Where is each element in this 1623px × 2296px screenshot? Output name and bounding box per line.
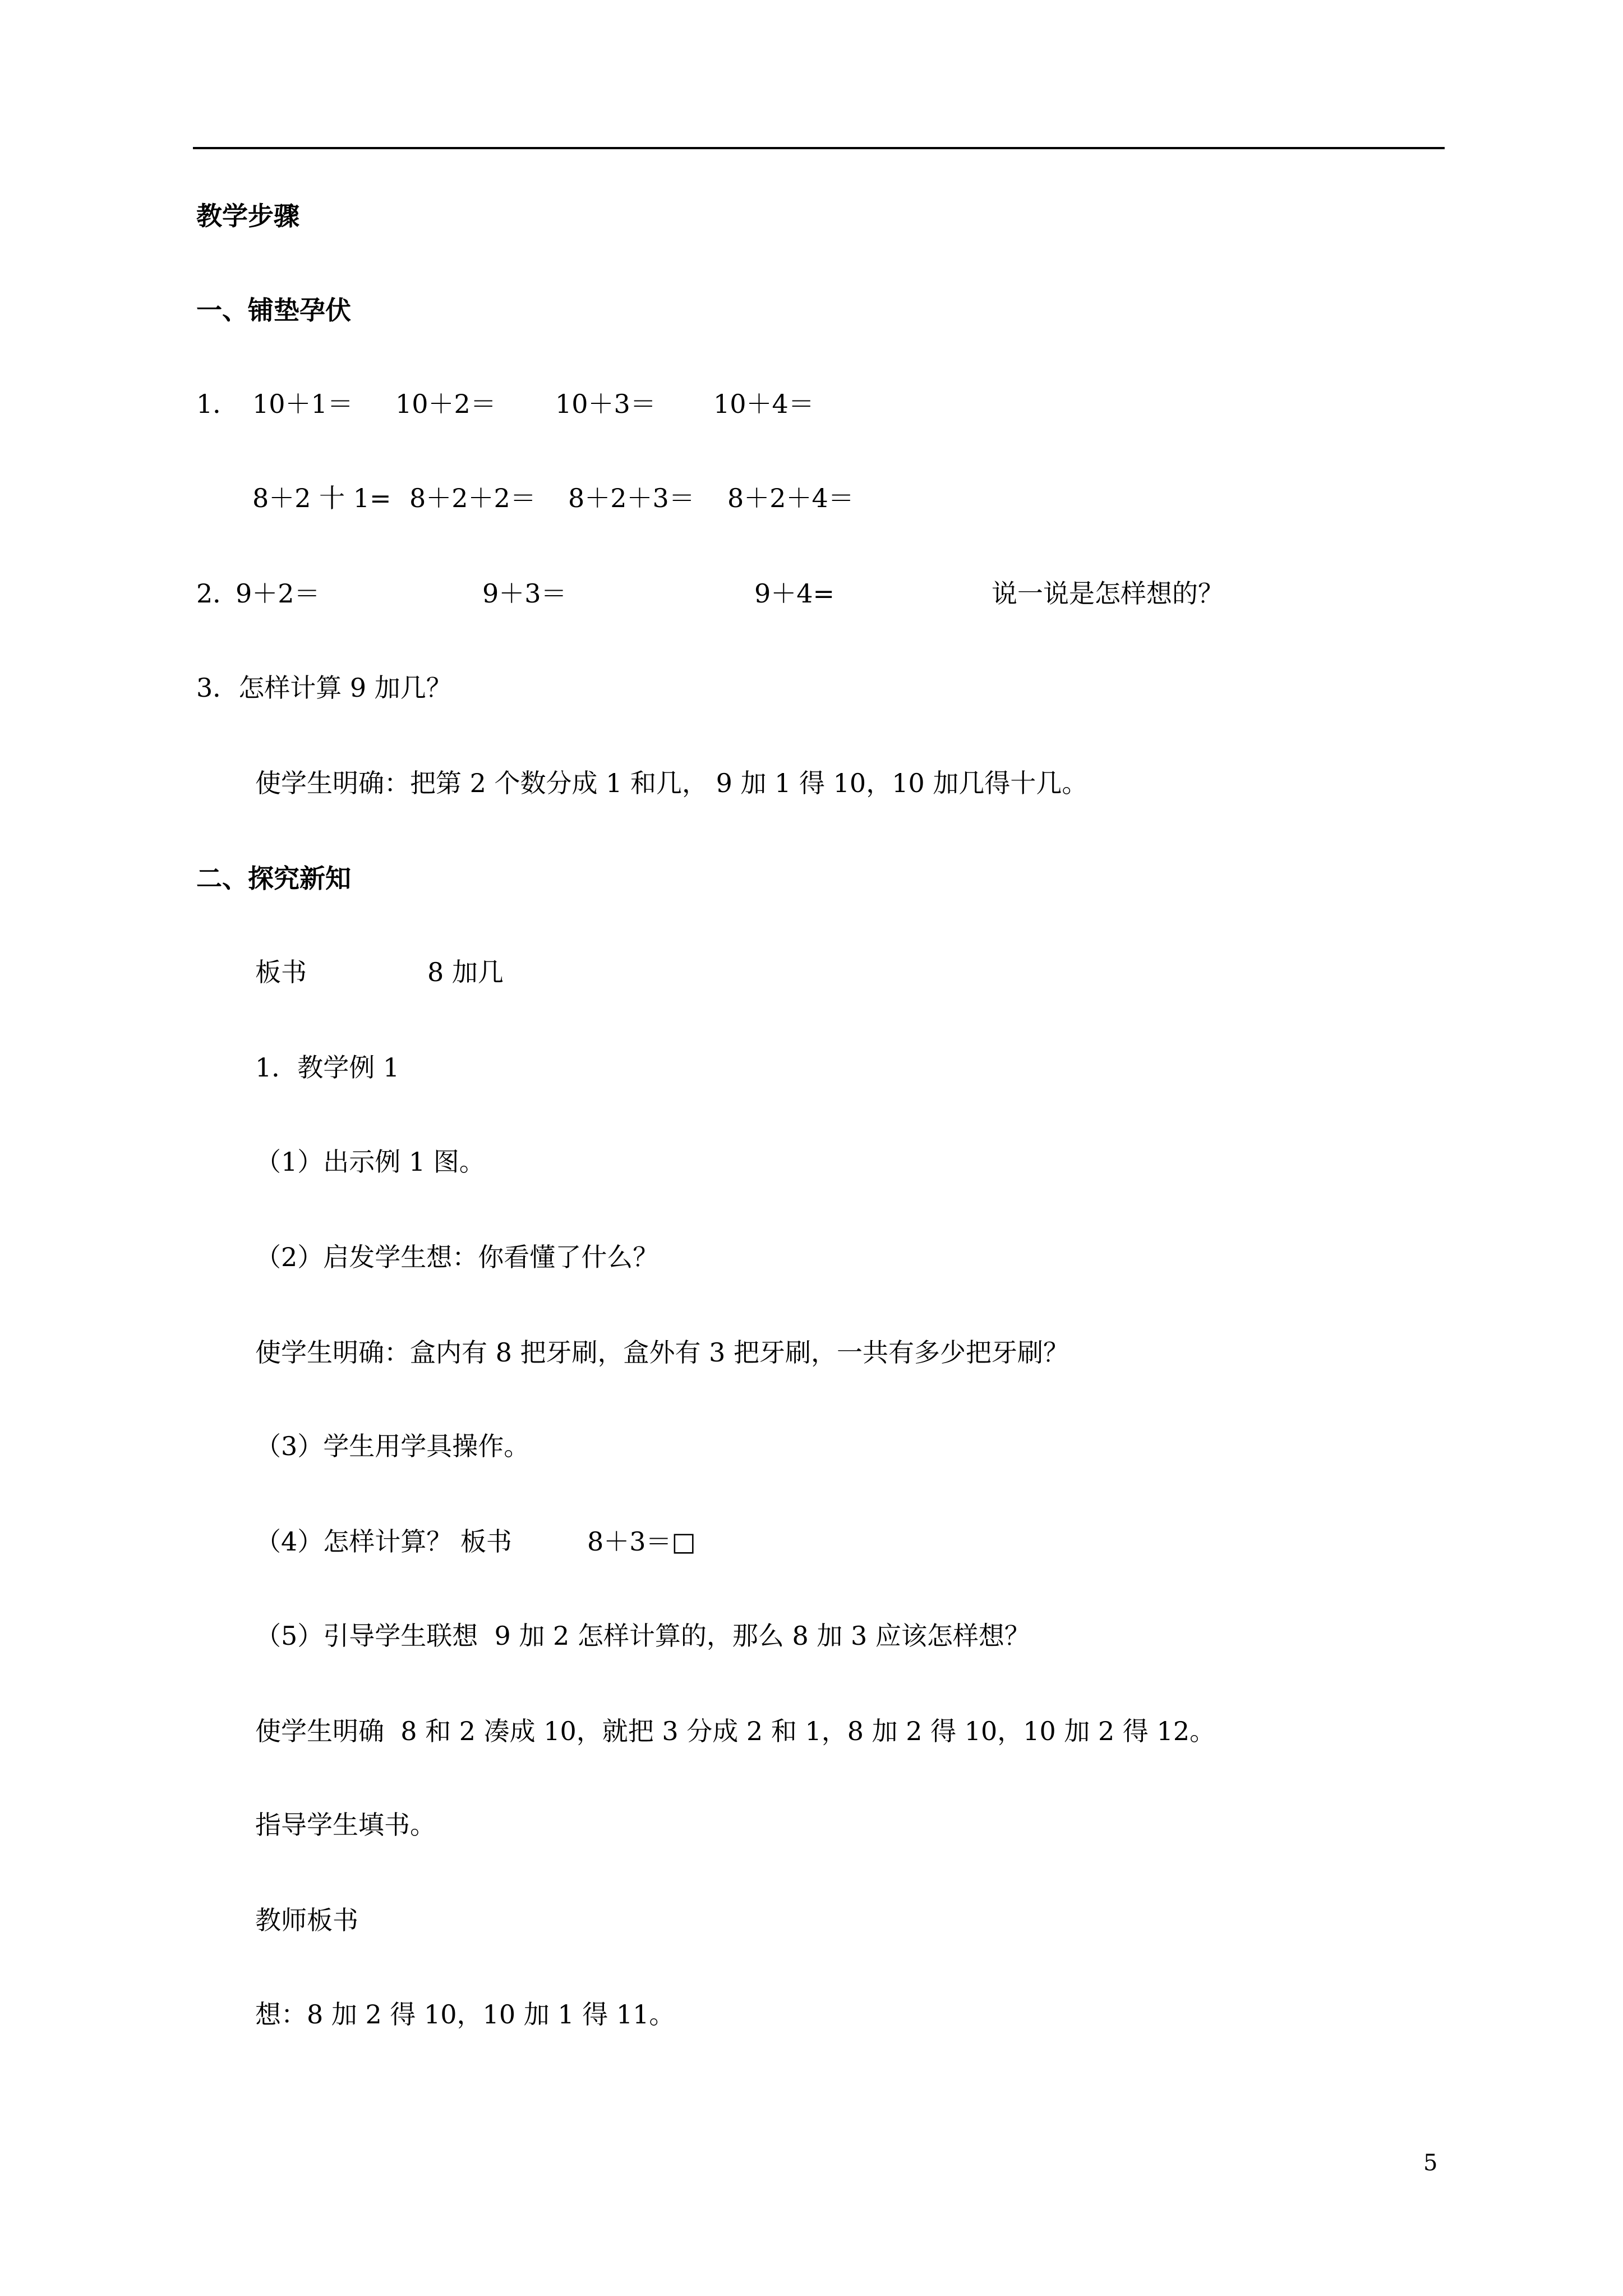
item1-number: 1． (196, 389, 239, 419)
equation: 10＋1＝ (252, 389, 353, 419)
equation: 9＋4= (754, 578, 835, 609)
step-text: （1）出示例 1 图。 (255, 1147, 485, 1177)
equation: 8＋2＋4＝ (727, 483, 854, 513)
think-text: 想：8 加 2 得 10，10 加 1 得 11。 (255, 1999, 675, 2030)
header-rule (193, 147, 1445, 149)
guide-text: 指导学生填书。 (255, 1810, 436, 1840)
example-title: 1．教学例 1 (255, 1052, 400, 1083)
equation: 8＋2＋3＝ (568, 483, 695, 513)
board-title: 8 加几 (427, 957, 504, 987)
equation: 9＋2＝ (236, 578, 320, 609)
equation: 10＋3＝ (555, 389, 656, 419)
equation: 10＋2＝ (395, 389, 496, 419)
part2-heading: 二、探究新知 (196, 863, 351, 894)
equation: 8＋2 十 1= (252, 483, 391, 513)
item3-note: 使学生明确：把第 2 个数分成 1 和几， 9 加 1 得 10，10 加几得十几。 (255, 768, 1088, 798)
step-text: （3）学生用学具操作。 (255, 1431, 530, 1461)
equation: 9＋3＝ (482, 578, 567, 609)
equation: 8＋2＋2＝ (409, 483, 536, 513)
item3-text: 3．怎样计算 9 加几？ (196, 673, 452, 703)
step-note: 使学生明确：盒内有 8 把牙刷，盒外有 3 把牙刷，一共有多少把牙刷？ (255, 1337, 1069, 1368)
step-text: （4）怎样计算？ 板书 (255, 1526, 512, 1557)
page-number: 5 (1423, 2150, 1438, 2176)
section-title: 教学步骤 (196, 201, 299, 231)
step-formula: 8＋3＝□ (587, 1526, 696, 1557)
prompt-text: 说一说是怎样想的？ (992, 578, 1224, 609)
step-text: （5）引导学生联想 9 加 2 怎样计算的，那么 8 加 3 应该怎样想？ (255, 1621, 1030, 1651)
item2-number: 2． (196, 578, 239, 609)
board-label: 板书 (255, 957, 307, 987)
part1-heading: 一、铺垫孕伏 (196, 295, 351, 325)
step-text: （2）启发学生想：你看懂了什么？ (255, 1242, 659, 1272)
teacher-board-text: 教师板书 (255, 1905, 358, 1935)
equation: 10＋4＝ (713, 389, 814, 419)
step-note: 使学生明确 8 和 2 凑成 10，就把 3 分成 2 和 1，8 加 2 得 10，10 加 2 得 12。 (255, 1716, 1216, 1746)
